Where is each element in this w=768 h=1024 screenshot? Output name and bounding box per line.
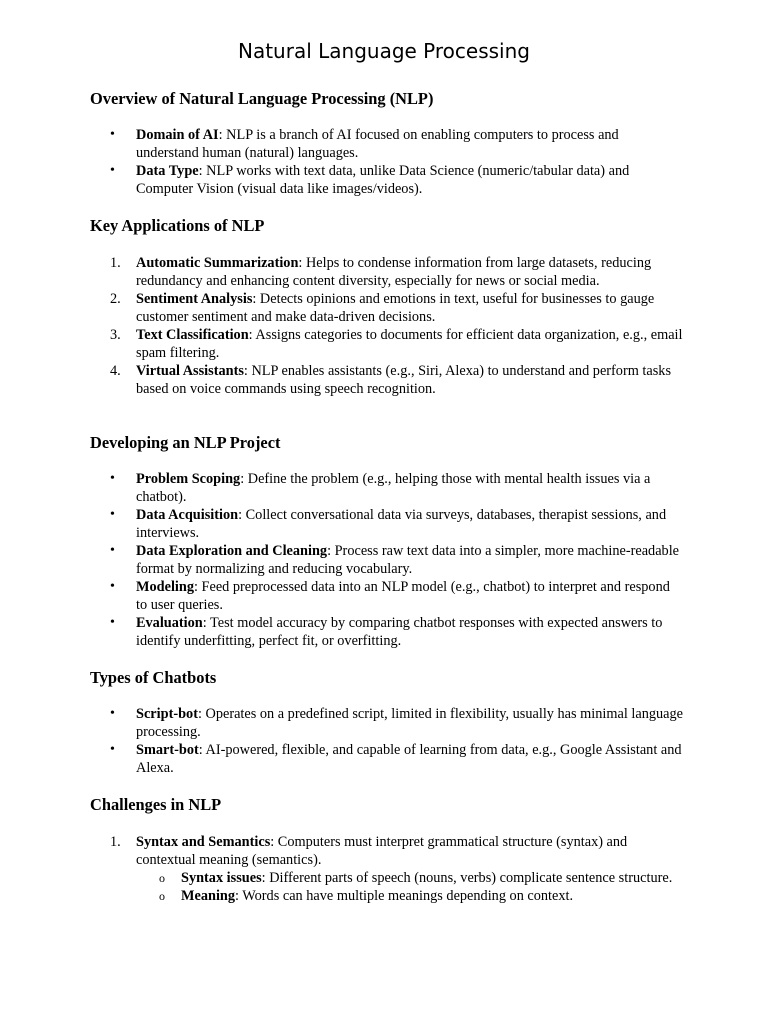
list-item: [110, 705, 684, 741]
number-marker: 1.: [110, 834, 121, 850]
item-term: Modeling: [136, 579, 194, 595]
item-term: Evaluation: [136, 615, 203, 631]
item-text: : AI-powered, flexible, and capable of learning from data, e.g., Google Assistant and Alexa.: [136, 742, 682, 776]
list-item: [110, 326, 684, 362]
item-text: : Assigns categories to documents for efficient data organization, e.g., email spam filtering.: [136, 327, 683, 361]
item-text: : Test model accuracy by comparing chatbot responses with expected answers to identify underfitting, perfect fit, or overfitting.: [136, 615, 663, 649]
list-item: [110, 254, 684, 290]
item-term: Automatic Summarization: [136, 255, 299, 271]
sub-list-item: [159, 869, 684, 887]
overview-list: [110, 126, 684, 198]
item-text: : Different parts of speech (nouns, verbs) complicate sentence structure.: [261, 870, 673, 886]
item-term: Domain of AI: [136, 127, 219, 143]
item-term: Smart-bot: [136, 742, 199, 758]
bullet-marker: •: [110, 163, 115, 178]
number-marker: 4.: [110, 363, 121, 379]
list-item: [110, 162, 684, 198]
item-term: Virtual Assistants: [136, 363, 244, 379]
bullet-marker: •: [110, 543, 115, 558]
item-text: : Define the problem (e.g., helping those with mental health issues via a chatbot).: [136, 471, 651, 505]
bullet-marker: •: [110, 127, 115, 142]
item-text: : NLP works with text data, unlike Data Science (numeric/tabular data) and Computer Vision (visual data like images/videos).: [136, 163, 630, 197]
item-text: : NLP enables assistants (e.g., Siri, Alexa) to understand and perform tasks based on voice commands using speech recognition.: [136, 363, 672, 397]
number-marker: 3.: [110, 327, 121, 343]
item-text: : NLP is a branch of AI focused on enabling computers to process and understand human (natural) languages.: [136, 127, 619, 161]
chatbots-list: [110, 705, 684, 777]
bullet-marker: •: [110, 742, 115, 757]
item-text: : Words can have multiple meanings depending on context.: [235, 888, 574, 904]
list-item: [110, 126, 684, 162]
list-item: [110, 362, 684, 398]
applications-list: [110, 254, 684, 398]
item-term: Data Type: [136, 163, 199, 179]
bullet-marker: •: [110, 507, 115, 522]
section-heading-chatbots: Types of Chatbots: [90, 668, 217, 687]
list-item: [110, 542, 684, 578]
challenges-list: [110, 833, 684, 869]
item-term: Syntax and Semantics: [136, 834, 271, 850]
sub-list-item: [159, 887, 684, 905]
circle-bullet-marker: o: [159, 871, 165, 885]
item-text: : Detects opinions and emotions in text, useful for businesses to gauge customer sentiment and make data-driven decisions.: [136, 291, 655, 325]
item-text: : Collect conversational data via surveys, databases, therapist sessions, and interviews.: [136, 507, 667, 541]
bullet-marker: •: [110, 471, 115, 486]
list-item: [110, 506, 684, 542]
section-heading-applications: Key Applications of NLP: [90, 216, 265, 235]
item-term: Sentiment Analysis: [136, 291, 253, 307]
item-term: Data Exploration and Cleaning: [136, 543, 328, 559]
list-item: [110, 578, 684, 614]
item-term: Script-bot: [136, 706, 198, 722]
item-text: : Operates on a predefined script, limited in flexibility, usually has minimal language processing.: [136, 706, 683, 740]
project-list: [110, 470, 684, 650]
item-text: : Computers must interpret grammatical structure (syntax) and contextual meaning (semantics).: [136, 834, 628, 868]
bullet-marker: •: [110, 706, 115, 721]
section-heading-project: Developing an NLP Project: [90, 433, 281, 452]
challenges-sublist: [159, 869, 684, 905]
bullet-marker: •: [110, 615, 115, 630]
circle-bullet-marker: o: [159, 889, 165, 903]
list-item: [110, 470, 684, 506]
document-title: Natural Language Processing: [238, 39, 530, 63]
item-term: Syntax issues: [181, 870, 262, 886]
item-term: Data Acquisition: [136, 507, 239, 523]
number-marker: 1.: [110, 255, 121, 271]
list-item: [110, 614, 684, 650]
number-marker: 2.: [110, 291, 121, 307]
item-term: Meaning: [181, 888, 236, 904]
bullet-marker: •: [110, 579, 115, 594]
list-item: [110, 833, 684, 869]
list-item: [110, 741, 684, 777]
list-item: [110, 290, 684, 326]
item-text: : Helps to condense information from large datasets, reducing redundancy and enhancing content diversity, especially for news or social media.: [136, 255, 652, 289]
section-heading-overview: Overview of Natural Language Processing (NLP): [90, 89, 434, 108]
item-text: : Feed preprocessed data into an NLP model (e.g., chatbot) to interpret and respond to user queries.: [136, 579, 670, 613]
item-term: Problem Scoping: [136, 471, 241, 487]
item-text: : Process raw text data into a simpler, more machine-readable format by normalizing and reducing vocabulary.: [136, 543, 680, 577]
item-term: Text Classification: [136, 327, 249, 343]
section-heading-challenges: Challenges in NLP: [90, 795, 222, 814]
